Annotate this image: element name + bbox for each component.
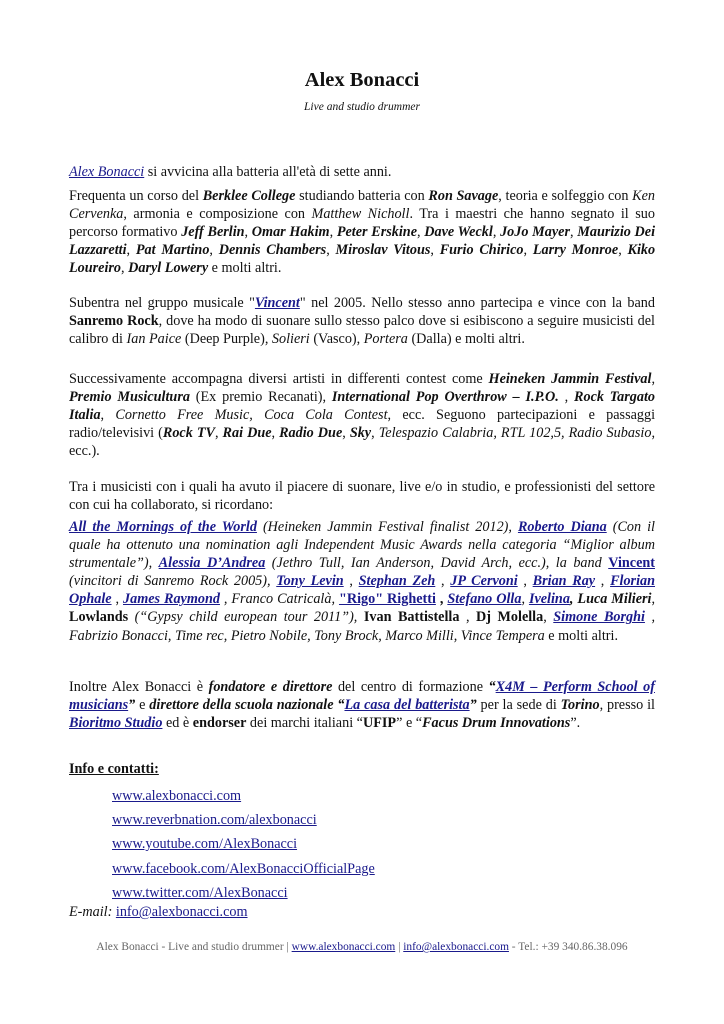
collaborator-name: Dj Molella xyxy=(476,609,544,626)
contacts-heading: Info e contatti: xyxy=(69,761,159,777)
text: , xyxy=(618,242,628,259)
media-name: Rock TV xyxy=(162,425,215,442)
text: , dove ha modo di suonare sullo stesso palco dove si esibiscono a seguire musicisti del calibro di xyxy=(69,313,655,348)
text: (Con il quale ha ottenuto una nomination agli Independent Music Awards nella categoria “Miglior album strumentale”), xyxy=(69,519,655,572)
musician-name: Ian Paice xyxy=(126,331,182,348)
text: , xyxy=(371,425,379,442)
text: , xyxy=(209,242,219,259)
contest-name: International Pop Overthrow – I.P.O. xyxy=(331,389,559,406)
role: direttore della scuola nazionale xyxy=(149,697,334,714)
master-name: Furio Chirico xyxy=(439,242,524,259)
x4m-school-link[interactable]: X4M – Perform School of musicians xyxy=(69,679,655,714)
collaborator-link[interactable]: Ivelina xyxy=(528,591,570,608)
contest-name: Rock Targato Italia xyxy=(69,389,656,424)
email-label: E-mail: xyxy=(69,904,113,920)
text: , xyxy=(651,371,655,387)
text: e xyxy=(135,697,150,714)
endorser-label: endorser xyxy=(192,715,247,732)
band-name: Sanremo Rock xyxy=(69,313,159,330)
footer-separator: | xyxy=(395,941,404,953)
collaborator-link[interactable]: Florian Ophale xyxy=(69,573,656,608)
separator: , xyxy=(435,591,448,608)
intro-paragraph xyxy=(69,163,655,181)
text: (Ex premio Recanati), xyxy=(189,389,332,406)
text: , armonia e composizione con xyxy=(123,206,312,223)
text: (Vasco), xyxy=(309,331,364,348)
master-name: Jeff Berlin xyxy=(181,224,245,241)
collaborator-link[interactable]: Stephan Zeh xyxy=(358,573,436,590)
quote: ” xyxy=(128,697,136,714)
page-subtitle: Live and studio drummer xyxy=(304,101,420,113)
text: (“Gypsy child european tour 2011”), xyxy=(128,609,364,626)
teacher-name: Ken Cervenka xyxy=(69,188,655,223)
media-name: Radio Due xyxy=(279,425,343,442)
bioritmo-studio-link[interactable]: Bioritmo Studio xyxy=(69,715,163,732)
text: , ecc.). xyxy=(69,425,656,460)
text: , presso il xyxy=(599,697,655,714)
text: , xyxy=(342,425,350,442)
text: , Franco Catricalà, xyxy=(219,591,339,608)
text: , teoria e solfeggio con xyxy=(498,188,633,204)
separator: , xyxy=(651,591,656,608)
text: del centro di formazione xyxy=(332,679,489,695)
contests-paragraph xyxy=(69,370,655,460)
separator: , xyxy=(343,573,359,590)
brand-name: Facus Drum Innovations xyxy=(422,715,571,732)
master-name: Kiko Loureiro xyxy=(69,242,656,277)
reverbnation-link[interactable]: www.reverbnation.com/alexbonacci xyxy=(112,812,317,829)
text: e molti altri. xyxy=(208,260,282,277)
footer-text: Alex Bonacci - Live and studio drummer | xyxy=(96,941,292,953)
text: Successivamente accompagna diversi artisti in differenti contest come xyxy=(69,371,489,387)
separator: , xyxy=(459,609,477,626)
email-line xyxy=(69,903,248,921)
list-item xyxy=(112,808,375,832)
page-footer xyxy=(0,939,724,955)
contest-name: Premio Musicultura xyxy=(69,389,190,406)
contest-name: Heineken Jammin Festival xyxy=(488,371,652,387)
collaborator-link[interactable]: Roberto Diana xyxy=(517,519,607,535)
text: , xyxy=(244,224,252,241)
collaborator-link[interactable]: Tony Levin xyxy=(276,573,344,590)
master-name: JoJo Mayer xyxy=(500,224,570,241)
footer-email-link[interactable]: info@alexbonacci.com xyxy=(403,941,509,953)
separator: , xyxy=(435,573,451,590)
separator: , xyxy=(543,609,554,626)
musician-name: Portera xyxy=(363,331,408,348)
quote: “ xyxy=(337,697,345,714)
collaborator-link[interactable]: Brian Ray xyxy=(532,573,596,590)
school-paragraph xyxy=(69,678,655,732)
twitter-link[interactable]: www.twitter.com/AlexBonacci xyxy=(112,884,288,901)
text: , xyxy=(523,242,533,259)
text: studiando batteria con xyxy=(295,188,429,204)
collaborator-name: , Luca Milieri xyxy=(569,591,652,608)
collaborator-link[interactable]: James Raymond xyxy=(123,591,220,608)
collaborator-link[interactable]: Stefano Olla xyxy=(447,591,522,608)
city: Torino xyxy=(560,697,600,714)
text: , xyxy=(430,242,440,259)
separator: , xyxy=(517,573,533,590)
collaborator-link[interactable]: Vincent xyxy=(608,555,655,572)
master-name: Peter Erskine xyxy=(336,224,417,241)
school-name: Berklee College xyxy=(202,188,296,204)
text: per la sede di xyxy=(476,697,561,714)
text: ” e “ xyxy=(396,715,423,732)
text: ”. xyxy=(570,715,581,732)
text: (Deep Purple), xyxy=(181,331,272,348)
text: , xyxy=(569,224,578,241)
list-item xyxy=(112,857,375,881)
list-item xyxy=(112,881,375,905)
text: ed è xyxy=(162,715,193,732)
collaborator-link[interactable]: "Rigo" Righetti xyxy=(338,591,436,608)
master-name: Larry Monroe xyxy=(532,242,619,259)
text: , xyxy=(492,224,501,241)
text: , xyxy=(558,389,575,406)
separator: , xyxy=(521,591,529,608)
teacher-name: Ron Savage xyxy=(428,188,499,204)
email-link[interactable]: info@alexbonacci.com xyxy=(115,904,248,920)
casa-del-batterista-link[interactable]: La casa del batterista xyxy=(344,697,470,714)
page-title: Alex Bonacci xyxy=(304,69,420,91)
vincent-link[interactable]: Vincent xyxy=(254,295,300,311)
education-paragraph xyxy=(69,187,655,277)
master-name: Dave Weckl xyxy=(424,224,493,241)
text: dei marchi italiani “ xyxy=(246,715,363,732)
collaborator-link[interactable]: JP Cervoni xyxy=(450,573,518,590)
text: Frequenta un corso del xyxy=(69,188,203,204)
collaborator-link[interactable]: Simone Borghi xyxy=(553,609,645,626)
text: e molti altri. xyxy=(544,627,619,644)
master-name: Maurizio Dei Lazzaretti xyxy=(69,224,656,259)
master-name: Omar Hakim xyxy=(251,224,330,241)
facebook-link[interactable]: www.facebook.com/AlexBonacciOfficialPage xyxy=(112,860,375,877)
text: (Heineken Jammin Festival finalist 2012), xyxy=(256,519,518,535)
role: fondatore e direttore xyxy=(208,679,333,695)
text: , xyxy=(329,224,337,241)
alex-bonacci-link[interactable]: Alex Bonacci xyxy=(69,164,145,180)
footer-website-link[interactable]: www.alexbonacci.com xyxy=(291,941,396,953)
intro-text: si avvicina alla batteria all'età di sette anni. xyxy=(144,164,392,180)
text: , xyxy=(326,242,336,259)
quote: ” xyxy=(469,697,477,714)
text: , ecc. Seguono partecipazioni e passaggi radio/televisivi ( xyxy=(69,407,656,442)
website-link[interactable]: www.alexbonacci.com xyxy=(112,788,242,804)
text: (Jethro Tull, Ian Anderson, David Arch, ecc.), la band xyxy=(265,555,609,572)
collaborator-link[interactable]: All the Mornings of the World xyxy=(69,519,257,535)
text: , xyxy=(271,425,280,442)
list-item xyxy=(112,832,375,856)
media-name: Sky xyxy=(349,425,372,442)
media-name: Rai Due xyxy=(222,425,272,442)
collaborators-intro: Tra i musicisti con i quali ha avuto il piacere di suonare, live e/o in studio, e professionisti del settore con cui ha collaborato, si ricordano: xyxy=(69,479,655,514)
text: , xyxy=(121,260,129,277)
separator: , xyxy=(595,573,611,590)
collaborator-name: Lowlands xyxy=(69,609,129,626)
quote: “ xyxy=(488,679,496,695)
footer-phone: - Tel.: +39 340.86.38.096 xyxy=(508,941,628,953)
youtube-link[interactable]: www.youtube.com/AlexBonacci xyxy=(112,836,298,853)
text: , xyxy=(126,242,136,259)
text: , xyxy=(417,224,425,241)
separator: , xyxy=(111,591,123,608)
text: Subentra nel gruppo musicale " xyxy=(69,295,255,311)
collaborators-paragraph xyxy=(69,518,655,645)
media-name: Telespazio Calabria, RTL 102,5, Radio Subasio xyxy=(378,425,652,442)
text: (vincitori di Sanremo Rock 2005), xyxy=(69,573,277,590)
text: (Dalla) e molti altri. xyxy=(407,331,525,348)
list-item xyxy=(112,784,375,808)
collaborator-link[interactable]: Alessia D’Andrea xyxy=(158,555,266,572)
collaborator-name: Ivan Battistella xyxy=(363,609,460,626)
teacher-name: Matthew Nicholl xyxy=(311,206,410,223)
master-name: Daryl Lowery xyxy=(128,260,209,277)
text: , xyxy=(100,407,116,424)
text: , Fabrizio Bonacci, Time rec, Pietro Nobile, Tony Brock, Marco Milli, Vince Tempera xyxy=(69,609,656,644)
master-name: Dennis Chambers xyxy=(218,242,327,259)
text: . Tra i maestri che hanno segnato il suo percorso formativo xyxy=(69,206,655,241)
contact-links-list xyxy=(112,784,375,905)
brand-name: UFIP xyxy=(362,715,397,732)
text: " nel 2005. Nello stesso anno partecipa e vince con la band xyxy=(299,295,655,311)
master-name: Miroslav Vitous xyxy=(335,242,431,259)
musician-name: Solieri xyxy=(271,331,310,348)
band-paragraph xyxy=(69,294,655,348)
text: Inoltre Alex Bonacci è xyxy=(69,679,209,695)
master-name: Pat Martino xyxy=(135,242,210,259)
contest-name: Cornetto Free Music, Coca Cola Contest xyxy=(115,407,388,424)
text: , xyxy=(214,425,223,442)
